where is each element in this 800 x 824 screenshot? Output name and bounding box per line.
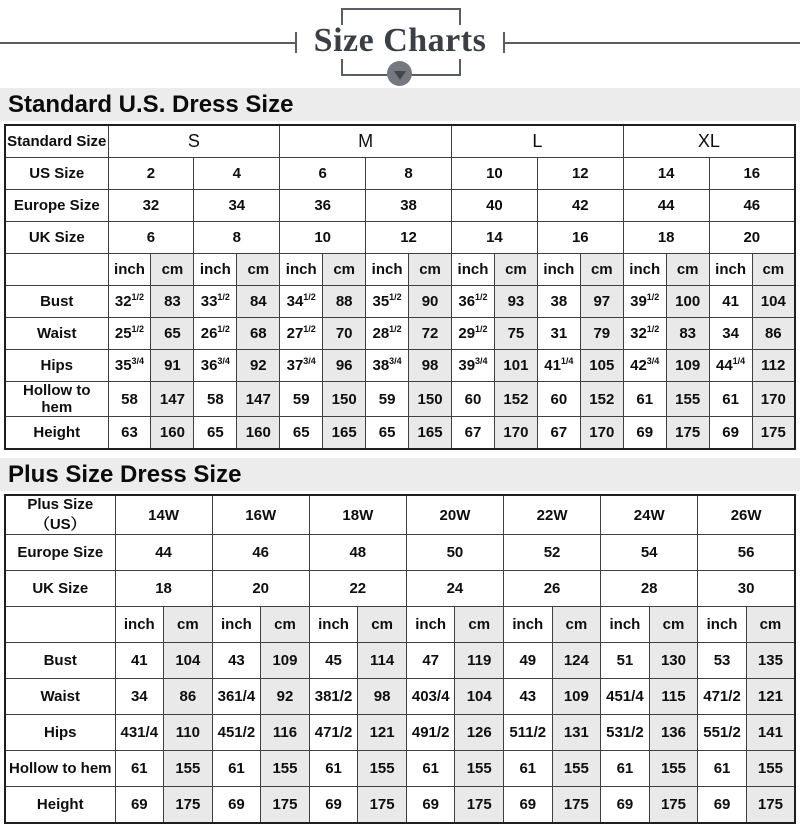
table-cell: 121: [358, 715, 407, 751]
table-row: [5, 715, 795, 751]
table-cell: 18W: [309, 495, 406, 535]
table-cell: 60: [452, 382, 495, 417]
table-cell: 16: [537, 222, 623, 254]
table-row: [5, 190, 795, 222]
table-cell: 160: [237, 417, 280, 450]
table-cell: 150: [409, 382, 452, 417]
table-cell: 88: [323, 286, 366, 318]
table-cell: 175: [666, 417, 709, 450]
row-label: Height: [5, 787, 115, 824]
table-cell: 551/2: [698, 715, 747, 751]
table-cell: 79: [580, 318, 623, 350]
table-cell: 155: [164, 751, 213, 787]
table-cell: 155: [649, 751, 698, 787]
table-cell: inch: [309, 607, 358, 643]
table-cell: 175: [752, 417, 795, 450]
table-cell: 101: [494, 350, 537, 382]
table-row: [5, 417, 795, 450]
table-cell: 119: [455, 643, 504, 679]
table-row: [5, 787, 795, 824]
table-cell: 65: [280, 417, 323, 450]
table-cell: 14: [452, 222, 538, 254]
table-cell: 114: [358, 643, 407, 679]
table-cell: 175: [455, 787, 504, 824]
table-cell: cm: [580, 254, 623, 286]
table-cell: cm: [164, 607, 213, 643]
table-cell: 69: [601, 787, 650, 824]
table-row: [5, 643, 795, 679]
table-cell: 96: [323, 350, 366, 382]
table-cell: cm: [552, 607, 601, 643]
table-cell: 69: [698, 787, 747, 824]
table-cell: 42: [537, 190, 623, 222]
table-cell: 126: [455, 715, 504, 751]
table-cell: 165: [409, 417, 452, 450]
table-row: [5, 125, 795, 158]
row-label: Bust: [5, 286, 108, 318]
table-cell: $35^{3/4}$: [108, 350, 151, 382]
table-cell: 22W: [504, 495, 601, 535]
table-cell: 98: [409, 350, 452, 382]
table-cell: 92: [261, 679, 310, 715]
table-cell: 155: [666, 382, 709, 417]
table-cell: 491/2: [406, 715, 455, 751]
table-cell: cm: [323, 254, 366, 286]
table-cell: 104: [752, 286, 795, 318]
table-cell: 14W: [115, 495, 212, 535]
table-cell: 22: [309, 571, 406, 607]
table-cell: 61: [623, 382, 666, 417]
table-cell: 91: [151, 350, 194, 382]
standard-size-table: [4, 124, 796, 450]
table-cell: 26: [504, 571, 601, 607]
table-row: [5, 222, 795, 254]
table-cell: 121: [746, 679, 795, 715]
table-cell: 59: [366, 382, 409, 417]
table-cell: 68: [237, 318, 280, 350]
table-cell: inch: [108, 254, 151, 286]
table-cell: 46: [709, 190, 795, 222]
table-cell: 451/4: [601, 679, 650, 715]
table-cell: $27^{1/2}$: [280, 318, 323, 350]
table-cell: 16W: [212, 495, 309, 535]
table-cell: 28: [601, 571, 698, 607]
table-cell: 44: [623, 190, 709, 222]
table-cell: $37^{3/4}$: [280, 350, 323, 382]
row-label: [5, 254, 108, 286]
table-cell: inch: [504, 607, 553, 643]
table-cell: 30: [698, 571, 795, 607]
row-label: Waist: [5, 318, 108, 350]
table-cell: 48: [309, 535, 406, 571]
table-cell: 92: [237, 350, 280, 382]
table-cell: 12: [537, 158, 623, 190]
table-cell: 109: [552, 679, 601, 715]
table-cell: 41: [709, 286, 752, 318]
table-cell: 75: [494, 318, 537, 350]
table-cell: 100: [666, 286, 709, 318]
table-cell: 84: [237, 286, 280, 318]
table-cell: $25^{1/2}$: [108, 318, 151, 350]
table-cell: 175: [358, 787, 407, 824]
table-cell: 403/4: [406, 679, 455, 715]
table-cell: 58: [194, 382, 237, 417]
table-cell: cm: [151, 254, 194, 286]
table-cell: 471/2: [698, 679, 747, 715]
table-cell: 54: [601, 535, 698, 571]
table-cell: 61: [698, 751, 747, 787]
table-cell: 175: [164, 787, 213, 824]
table-cell: 67: [452, 417, 495, 450]
row-label: Hips: [5, 350, 108, 382]
table-cell: $32^{1/2}$: [623, 318, 666, 350]
table-cell: 155: [261, 751, 310, 787]
table-cell: 451/2: [212, 715, 261, 751]
table-cell: 56: [698, 535, 795, 571]
table-cell: cm: [358, 607, 407, 643]
table-cell: inch: [452, 254, 495, 286]
table-cell: 61: [601, 751, 650, 787]
table-cell: 152: [580, 382, 623, 417]
page-header: [0, 0, 800, 88]
table-cell: 2: [108, 158, 194, 190]
table-cell: 50: [406, 535, 503, 571]
table-cell: $41^{1/4}$: [537, 350, 580, 382]
table-cell: 26W: [698, 495, 795, 535]
table-cell: cm: [649, 607, 698, 643]
plus-size-section: [0, 458, 800, 824]
table-cell: 175: [261, 787, 310, 824]
table-cell: 130: [649, 643, 698, 679]
table-cell: 6: [108, 222, 194, 254]
row-label: Europe Size: [5, 190, 108, 222]
row-label: Waist: [5, 679, 115, 715]
table-cell: 31: [537, 318, 580, 350]
table-cell: 86: [752, 318, 795, 350]
table-cell: L: [452, 125, 624, 158]
table-cell: 14: [623, 158, 709, 190]
table-cell: 46: [212, 535, 309, 571]
table-cell: 131: [552, 715, 601, 751]
standard-size-heading: Standard U.S. Dress Size: [0, 88, 800, 121]
row-label: Hollow to hem: [5, 751, 115, 787]
table-cell: 155: [746, 751, 795, 787]
table-cell: 34: [115, 679, 164, 715]
table-row: [5, 318, 795, 350]
table-row: [5, 350, 795, 382]
table-cell: 32: [108, 190, 194, 222]
chevron-down-icon: [387, 61, 412, 86]
table-cell: 8: [366, 158, 452, 190]
row-label: [5, 607, 115, 643]
table-cell: 61: [309, 751, 358, 787]
table-cell: 155: [552, 751, 601, 787]
table-row: [5, 254, 795, 286]
table-cell: 150: [323, 382, 366, 417]
table-cell: 61: [504, 751, 553, 787]
table-row: [5, 571, 795, 607]
table-cell: 24: [406, 571, 503, 607]
chevron-down-triangle: [394, 71, 406, 80]
table-cell: 6: [280, 158, 366, 190]
table-cell: 471/2: [309, 715, 358, 751]
table-cell: 135: [746, 643, 795, 679]
table-cell: $29^{1/2}$: [452, 318, 495, 350]
table-cell: 90: [409, 286, 452, 318]
table-cell: 86: [164, 679, 213, 715]
row-label: UK Size: [5, 571, 115, 607]
table-cell: XL: [623, 125, 795, 158]
table-cell: $44^{1/4}$: [709, 350, 752, 382]
table-cell: 105: [580, 350, 623, 382]
table-cell: $32^{1/2}$: [108, 286, 151, 318]
row-label: Hips: [5, 715, 115, 751]
table-cell: 59: [280, 382, 323, 417]
table-cell: cm: [409, 254, 452, 286]
table-cell: 16: [709, 158, 795, 190]
table-cell: 165: [323, 417, 366, 450]
table-cell: 170: [752, 382, 795, 417]
table-cell: $39^{1/2}$: [623, 286, 666, 318]
row-label: UK Size: [5, 222, 108, 254]
table-cell: cm: [752, 254, 795, 286]
row-label: Europe Size: [5, 535, 115, 571]
table-cell: inch: [366, 254, 409, 286]
table-cell: inch: [406, 607, 455, 643]
table-cell: 8: [194, 222, 280, 254]
table-cell: inch: [709, 254, 752, 286]
table-row: [5, 286, 795, 318]
table-cell: 112: [752, 350, 795, 382]
table-cell: 20: [212, 571, 309, 607]
table-cell: cm: [455, 607, 504, 643]
table-cell: 53: [698, 643, 747, 679]
table-cell: 12: [366, 222, 452, 254]
table-cell: 20: [709, 222, 795, 254]
table-cell: 175: [552, 787, 601, 824]
table-cell: 65: [366, 417, 409, 450]
row-label: Bust: [5, 643, 115, 679]
table-cell: 93: [494, 286, 537, 318]
table-cell: $28^{1/2}$: [366, 318, 409, 350]
table-cell: 83: [151, 286, 194, 318]
table-cell: inch: [115, 607, 164, 643]
table-row: [5, 382, 795, 417]
table-cell: inch: [623, 254, 666, 286]
table-cell: 58: [108, 382, 151, 417]
plus-size-heading: Plus Size Dress Size: [0, 458, 800, 491]
table-cell: 43: [212, 643, 261, 679]
table-cell: 49: [504, 643, 553, 679]
table-cell: 41: [115, 643, 164, 679]
table-cell: 155: [358, 751, 407, 787]
table-cell: inch: [212, 607, 261, 643]
table-cell: 175: [649, 787, 698, 824]
table-cell: 147: [151, 382, 194, 417]
table-cell: 61: [709, 382, 752, 417]
table-cell: 124: [552, 643, 601, 679]
table-cell: $36^{1/2}$: [452, 286, 495, 318]
table-cell: 155: [455, 751, 504, 787]
table-cell: inch: [280, 254, 323, 286]
table-cell: 44: [115, 535, 212, 571]
table-cell: 511/2: [504, 715, 553, 751]
table-cell: 170: [494, 417, 537, 450]
table-cell: 67: [537, 417, 580, 450]
table-cell: 4: [194, 158, 280, 190]
table-cell: $33^{1/2}$: [194, 286, 237, 318]
row-label: Height: [5, 417, 108, 450]
table-cell: 110: [164, 715, 213, 751]
table-cell: 34: [709, 318, 752, 350]
table-cell: 34: [194, 190, 280, 222]
table-cell: 69: [212, 787, 261, 824]
table-cell: M: [280, 125, 452, 158]
table-cell: 65: [194, 417, 237, 450]
table-cell: 69: [406, 787, 455, 824]
table-cell: $26^{1/2}$: [194, 318, 237, 350]
table-cell: 36: [280, 190, 366, 222]
table-cell: 69: [623, 417, 666, 450]
table-cell: inch: [194, 254, 237, 286]
table-cell: 69: [504, 787, 553, 824]
table-cell: 38: [366, 190, 452, 222]
table-cell: cm: [666, 254, 709, 286]
standard-size-section: [0, 88, 800, 450]
table-cell: 98: [358, 679, 407, 715]
table-cell: 47: [406, 643, 455, 679]
table-row: [5, 679, 795, 715]
table-cell: 24W: [601, 495, 698, 535]
row-label: US Size: [5, 158, 108, 190]
table-cell: cm: [494, 254, 537, 286]
plus-size-table: [4, 494, 796, 824]
table-cell: 65: [151, 318, 194, 350]
table-cell: cm: [746, 607, 795, 643]
table-cell: 109: [261, 643, 310, 679]
table-cell: 83: [666, 318, 709, 350]
table-cell: 61: [212, 751, 261, 787]
table-row: [5, 158, 795, 190]
table-cell: $38^{3/4}$: [366, 350, 409, 382]
table-cell: 152: [494, 382, 537, 417]
table-cell: cm: [237, 254, 280, 286]
table-cell: cm: [261, 607, 310, 643]
table-cell: $39^{3/4}$: [452, 350, 495, 382]
table-cell: 61: [115, 751, 164, 787]
table-row: [5, 607, 795, 643]
table-cell: $35^{1/2}$: [366, 286, 409, 318]
table-cell: 72: [409, 318, 452, 350]
table-cell: 381/2: [309, 679, 358, 715]
table-row: [5, 535, 795, 571]
table-cell: 69: [115, 787, 164, 824]
table-cell: 109: [666, 350, 709, 382]
table-cell: 97: [580, 286, 623, 318]
table-cell: 10: [280, 222, 366, 254]
table-cell: 40: [452, 190, 538, 222]
table-cell: 531/2: [601, 715, 650, 751]
table-cell: 69: [309, 787, 358, 824]
table-cell: 175: [746, 787, 795, 824]
table-cell: 51: [601, 643, 650, 679]
table-cell: 361/4: [212, 679, 261, 715]
table-cell: 61: [406, 751, 455, 787]
table-cell: S: [108, 125, 280, 158]
table-cell: 116: [261, 715, 310, 751]
table-cell: 10: [452, 158, 538, 190]
table-cell: $34^{1/2}$: [280, 286, 323, 318]
table-cell: 104: [164, 643, 213, 679]
table-cell: 431/4: [115, 715, 164, 751]
table-cell: 147: [237, 382, 280, 417]
table-cell: 18: [623, 222, 709, 254]
table-row: [5, 751, 795, 787]
table-cell: 43: [504, 679, 553, 715]
table-cell: 104: [455, 679, 504, 715]
table-cell: 18: [115, 571, 212, 607]
table-cell: 60: [537, 382, 580, 417]
table-cell: 170: [580, 417, 623, 450]
table-cell: inch: [698, 607, 747, 643]
page-title: Size Charts: [313, 22, 487, 59]
table-cell: 70: [323, 318, 366, 350]
row-label: Plus Size （US）: [5, 495, 115, 535]
table-cell: 38: [537, 286, 580, 318]
table-cell: 63: [108, 417, 151, 450]
table-cell: 69: [709, 417, 752, 450]
row-label: Standard Size: [5, 125, 108, 158]
row-label: Hollow to hem: [5, 382, 108, 417]
table-row: [5, 495, 795, 535]
table-cell: 160: [151, 417, 194, 450]
table-cell: 136: [649, 715, 698, 751]
table-cell: inch: [537, 254, 580, 286]
table-cell: inch: [601, 607, 650, 643]
table-cell: 45: [309, 643, 358, 679]
table-cell: $42^{3/4}$: [623, 350, 666, 382]
table-cell: 52: [504, 535, 601, 571]
table-cell: 115: [649, 679, 698, 715]
table-cell: $36^{3/4}$: [194, 350, 237, 382]
table-cell: 141: [746, 715, 795, 751]
table-cell: 20W: [406, 495, 503, 535]
